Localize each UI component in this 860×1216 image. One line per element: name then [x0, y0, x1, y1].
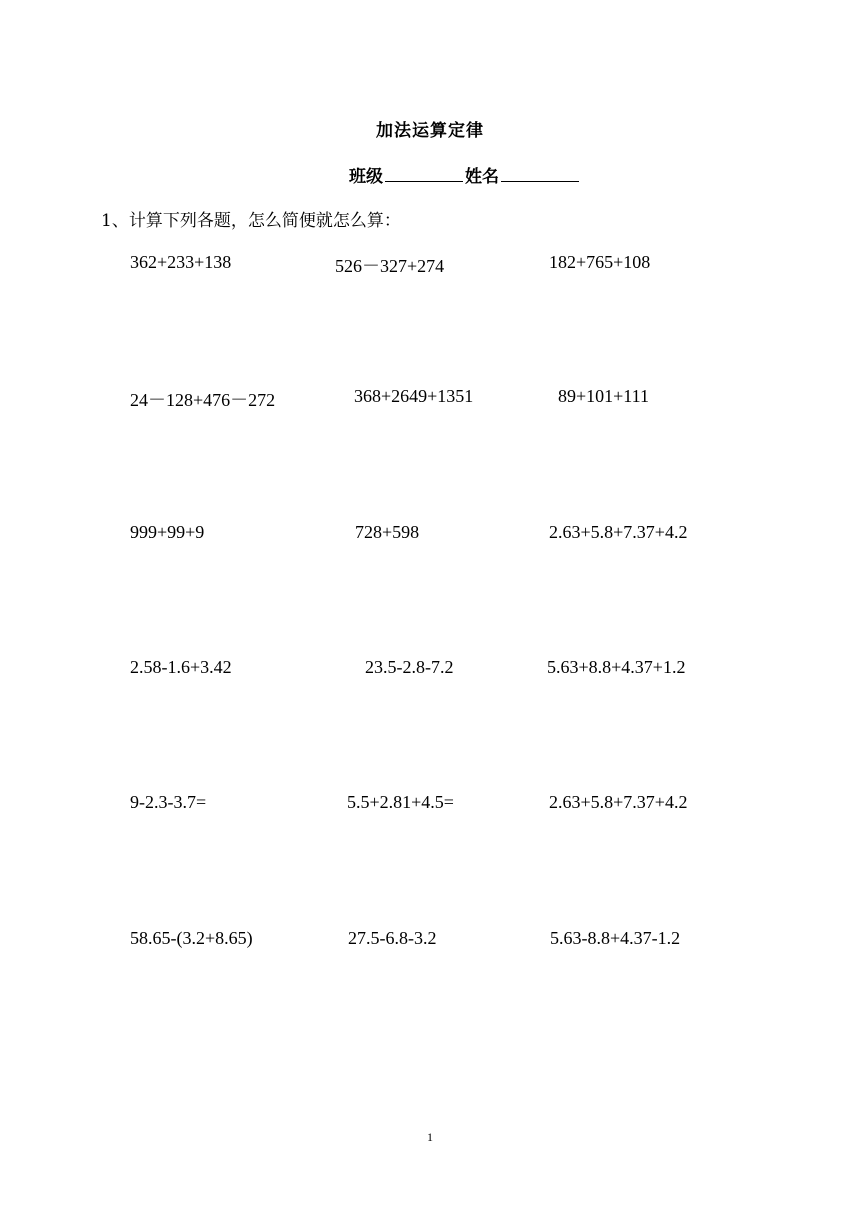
problem-item: 368+2649+1351	[354, 386, 474, 406]
problem-item: 89+101+111	[558, 386, 649, 406]
section-instruction: 1、计算下列各题，怎么简便就怎么算：	[101, 211, 401, 231]
problem-item: 9-2.3-3.7=	[130, 792, 207, 812]
page-number: 1	[427, 1130, 433, 1144]
problem-item: 728+598	[355, 522, 420, 542]
problem-item: 182+765+108	[549, 252, 651, 272]
problem-item: 2.63+5.8+7.37+4.2	[549, 792, 688, 812]
problem-item: 2.63+5.8+7.37+4.2	[549, 522, 688, 542]
problem-item: 526－327+274	[335, 256, 445, 276]
problem-item: 5.63-8.8+4.37-1.2	[550, 928, 681, 948]
class-name-line	[349, 162, 581, 187]
problem-item: 5.5+2.81+4.5=	[347, 792, 454, 812]
problem-item: 24－128+476－272	[130, 390, 276, 410]
problem-item: 2.58-1.6+3.42	[130, 657, 232, 677]
problem-item: 23.5-2.8-7.2	[365, 657, 454, 677]
problem-item: 58.65-(3.2+8.65)	[130, 928, 253, 948]
class-label: 班级	[349, 167, 383, 187]
name-blank[interactable]	[501, 165, 579, 182]
problem-item: 362+233+138	[130, 252, 232, 272]
problem-item: 999+99+9	[130, 522, 205, 542]
class-blank[interactable]	[385, 165, 463, 182]
problem-item: 5.63+8.8+4.37+1.2	[547, 657, 686, 677]
name-label: 姓名	[465, 167, 499, 187]
problem-item: 27.5-6.8-3.2	[348, 928, 437, 948]
page-title: 加法运算定律	[376, 121, 484, 141]
